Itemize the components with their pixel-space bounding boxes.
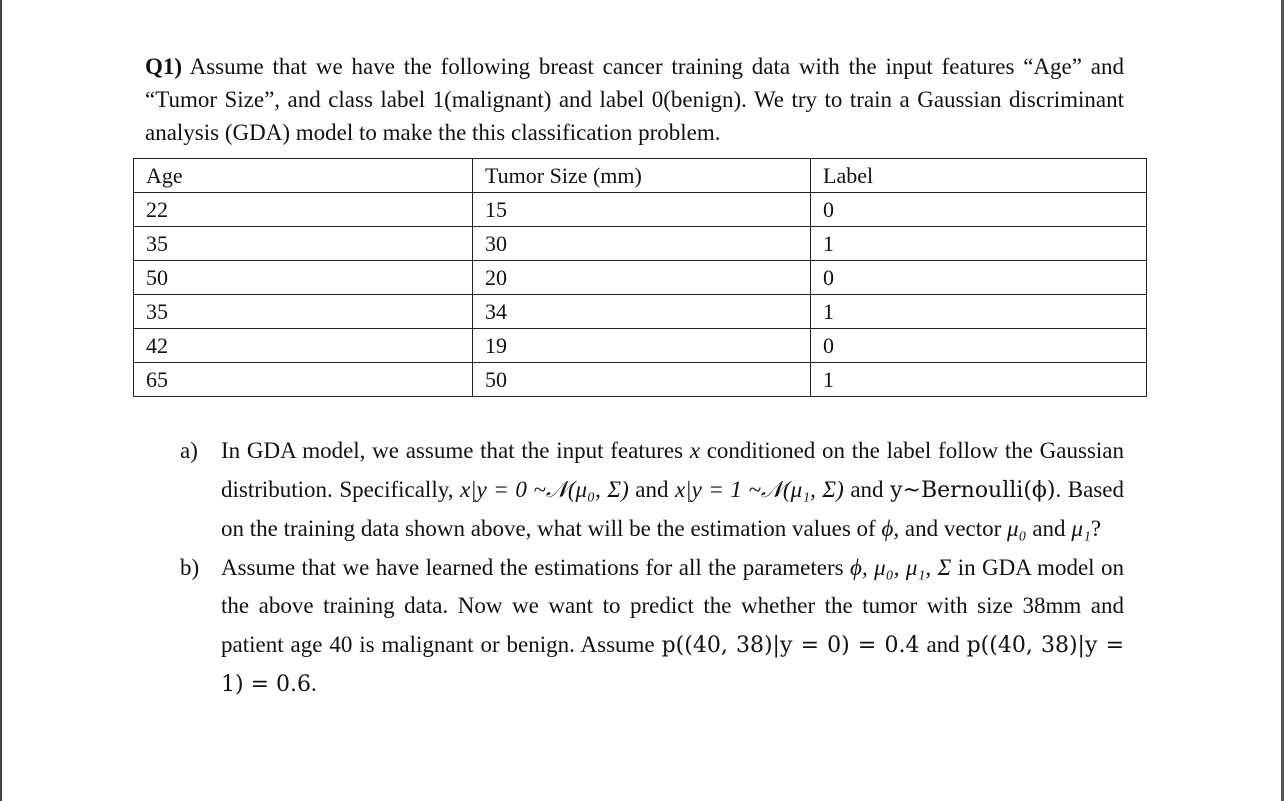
cell-tumor-size: 50 [473, 363, 811, 397]
cell-age: 22 [134, 193, 473, 227]
math-likelihood-y1: p((40, 38)|y = 1) = 0.6 [221, 632, 1125, 697]
math-x: x [689, 438, 700, 463]
cell-label: 1 [811, 227, 1147, 261]
cell-tumor-size: 19 [473, 329, 811, 363]
part-a-text: , and vector [893, 516, 1008, 541]
cell-tumor-size: 15 [473, 193, 811, 227]
math-mu1: μ₁ [1071, 516, 1091, 541]
part-b [180, 549, 1124, 705]
part-b-text: . [311, 671, 317, 696]
header-label: Label [811, 159, 1147, 193]
math-phi: ϕ [881, 516, 894, 541]
cell-label: 0 [811, 261, 1147, 295]
cell-tumor-size: 30 [473, 227, 811, 261]
part-a-text: ? [1090, 516, 1102, 541]
part-a-text: In GDA model, we assume that the input features [221, 438, 690, 463]
cell-label: 0 [811, 193, 1147, 227]
header-age: Age [134, 159, 473, 193]
cell-label: 1 [811, 363, 1147, 397]
cell-age: 35 [134, 227, 473, 261]
table-row [134, 261, 1147, 295]
math-x-given-y0: x|y = 0 ~𝒩(μ₀, Σ) [460, 476, 629, 502]
left-border [0, 0, 2, 801]
part-a-text: and [1026, 516, 1072, 541]
part-b-marker: b) [180, 554, 200, 580]
part-b-text: Assume that we have learned the estimations for all the parameters [221, 554, 851, 580]
part-a-marker: a) [180, 438, 198, 463]
header-tumor-size: Tumor Size (mm) [473, 159, 811, 193]
math-likelihood-y0: p((40, 38)|y = 0) = 0.4 [661, 632, 920, 658]
table-header-row [134, 159, 1147, 193]
table-row [134, 363, 1147, 397]
cell-label: 1 [811, 295, 1147, 329]
cell-age: 42 [134, 329, 473, 363]
cell-label: 0 [811, 329, 1147, 363]
cell-age: 65 [134, 363, 473, 397]
part-a-text: and [628, 476, 676, 502]
part-a-text: and [843, 476, 891, 502]
table-row [134, 193, 1147, 227]
sub-questions [180, 432, 1124, 705]
table-row [134, 227, 1147, 261]
math-x-given-y1: x|y = 1 ~𝒩(μ₁, Σ) [675, 476, 844, 502]
cell-age: 35 [134, 295, 473, 329]
math-mu0: μ₀ [1007, 516, 1027, 541]
cell-tumor-size: 34 [473, 295, 811, 329]
part-a-text: . Based on the training data shown above, what will be the estimation values of [221, 476, 1125, 541]
part-b-text: in GDA model on the above training data. Now we want to predict the whether the tumor with size 38mm and patient age 40 is malignant or benign. Assume [221, 554, 1124, 657]
part-a [180, 432, 1124, 549]
question-paragraph [145, 50, 1124, 149]
math-y-bernoulli: y~Bernoulli(ϕ) [890, 477, 1056, 503]
training-data-table [133, 158, 1147, 397]
cell-age: 50 [134, 261, 473, 295]
table-row [134, 295, 1147, 329]
question-number: Q1) [145, 54, 183, 79]
part-a-text: conditioned on the label follow the Gaussian distribution. Specifically, [221, 438, 1124, 502]
math-parameters: ϕ, μ₀, μ₁, Σ [850, 554, 952, 580]
cell-tumor-size: 20 [473, 261, 811, 295]
part-b-text: and [919, 631, 967, 657]
table-row [134, 329, 1147, 363]
question-text: Assume that we have the following breast cancer training data with the input features “Age” and “Tumor Size”, and class label 1(malignant) and label 0(benign). We try to train a Gaussian discriminant analysis (GDA) model to make the this classification problem. [145, 54, 1124, 145]
